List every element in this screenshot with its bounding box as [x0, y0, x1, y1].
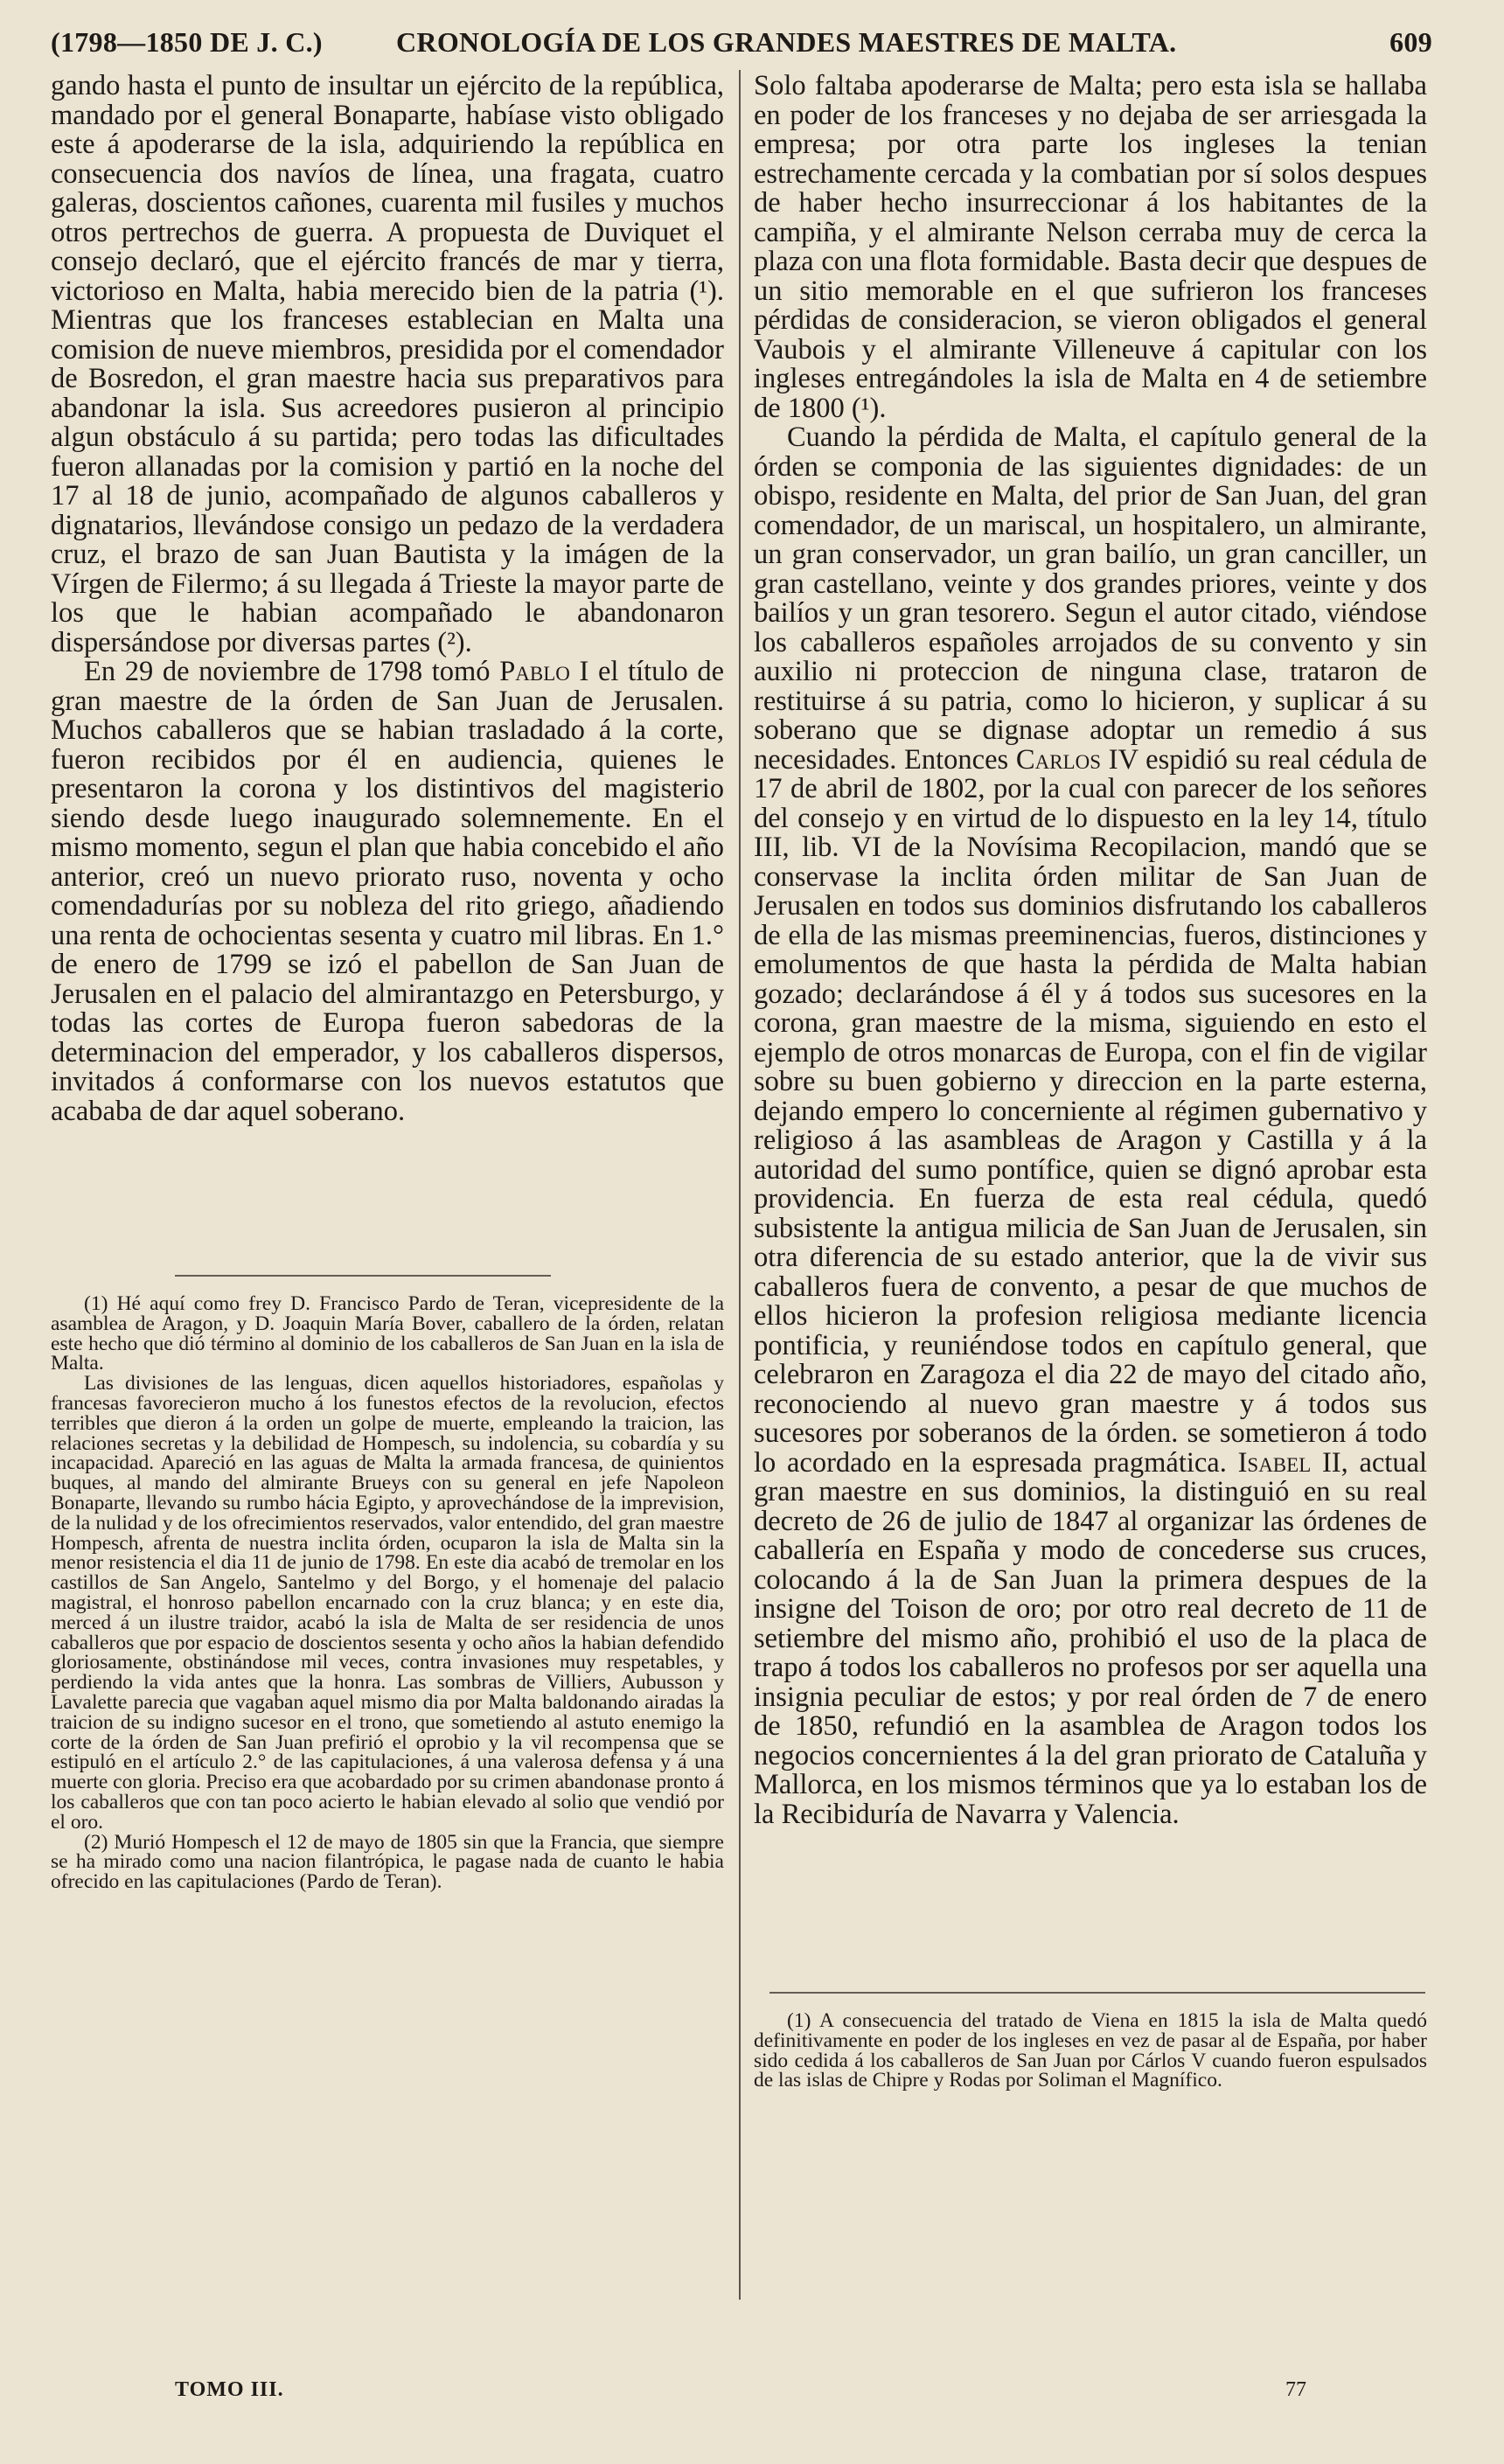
header-date-range: (1798—1850 DE J. C.) — [51, 26, 323, 58]
name-isabel: Isabel — [1237, 1446, 1312, 1479]
right-column — [754, 72, 1427, 1829]
footnote-1: (1) Hé aquí como frey D. Francisco Pardo de Teran, vicepresidente de la asamblea de Aragon, y D. Joaquin María Bover, caballero de la órden, relatan este hecho que dió término al dominio de los caballeros de San Juan en la isla de Malta. — [51, 1292, 724, 1375]
right-footnote-rule — [769, 1992, 1425, 1994]
footnote-1-continued: Las divisiones de las lenguas, dicen aquellos historiadores, españolas y francesas favorecieron mucho á los funestos efectos de la revolucion, efectos terribles que dieron á la orden un golpe de muerte, empleando la traicion, las relaciones secretas y la debilidad de Hompesch, su indolencia, su cobardía y su incapacidad. Apareció en las aguas de Malta la armada francesa, de quinientos buques, al mando del almirante Brueys con su general en jefe Napoleon Bonaparte, llevando su rumbo hácia Egipto, y aprovechándose de la imprevision, de la nulidad y de los ofrecimientos reservados, valor entendido, del gran maestre Hompesch, afrenta de nuestra inclita órden, ocuparon la isla de Malta sin la menor resistencia el dia 11 de junio de 1798. En este dia acabó de tremolar en los castillos de San Angelo, Santelmo y del Borgo, y el homenaje del palacio magistral, el honroso pabellon encarnado con la cruz blanca; y en este dia, merced á un ilustre traidor, acabó la isla de Malta de ser residencia de unos caballeros que por espacio de doscientos sesenta y ocho años la habian defendido gloriosamente, obstinándose mil veces, contra invasiones muy respetables, y perdiendo la vida antes que la honra. Las sombras de Villiers, Aubusson y Lavalette parecia que vagaban aquel mismo dia por Malta baldonando airadas la traicion de su indigno sucesor en el trono, que sometiendo al astuto enemigo la corte de la órden de San Juan prefirió el oprobio y la vil recompensa que se estipuló en el artículo 2.° de las capitulaciones, á una valerosa defensa y á una muerte con gloria. Preciso era que acobardado por su crimen abandonase pronto á los caballeros que con tan poco acierto le habian elevado al solio que vendió por el oro. — [51, 1372, 724, 1834]
running-header — [51, 19, 1432, 63]
volume-label: TOMO III. — [175, 2378, 284, 2401]
right-paragraph-1: Solo faltaba apoderarse de Malta; pero esta isla se hallaba en poder de los franceses y no dejaba de ser arriesgada la empresa; por otra parte los ingleses la tenian estrechamente cercada y la combatian por sí solos despues de haber hecho insurreccionar á los habitantes de la campiña, y el almirante Nelson cerraba muy de cerca la plaza con una flota formidable. Basta decir que despues de un sitio memorable en el que sufrieron los franceses pérdidas de consideracion, se vieron obligados el general Vaubois y el almirante Villeneuve á capitular con los ingleses entregándoles la isla de Malta en 4 de setiembre de 1800 (¹). — [754, 70, 1427, 424]
left-p2-rest: I el título de gran maestre de la órden de San Juan de Jerusalen. Muchos caballeros que se habian trasladado á la corte, fueron recibidos por él en audiencia, quienes le presentaron la corona y los distintivos del magisterio siendo desde luego inaugurado solemnemente. En el mismo momento, segun el plan que habia concebido el año anterior, creó un nuevo priorato ruso, noventa y ocho comendadurías por su nobleza del rito griego, añadiendo una renta de ochocientas sesenta y cuatro mil libras. En 1.° de enero de 1799 se izó el pabellon de San Juan de Jerusalen en el palacio del almirantazgo en Petersburgo, y todas las cortes de Europa fueron sabedoras de la determinacion del emperador, y los caballeros dispersos, invitados á conformarse con los nuevos estatutos que acababa de dar aquel soberano. — [51, 656, 725, 1127]
left-paragraph-2 — [51, 658, 724, 1126]
name-pablo: Pablo — [499, 656, 570, 687]
name-carlos: Carlos — [1015, 743, 1102, 776]
signature-mark: 77 — [1285, 2378, 1306, 2401]
footnote-2: (2) Murió Hompesch el 12 de mayo de 1805 sin que la Francia, que siempre se ha mirado como una nacion filantrópica, le pagase nada de cuanto le habia ofrecido en las capitulaciones (Pardo de Teran). — [51, 1830, 724, 1894]
right-p2-c: II, actual gran maestre en sus dominios, la distinguió en su real decreto de 26 de julio de 1847 al organizar las órdenes de caballería en España y modo de concederse sus cruces, colocando á la de San Juan la primera despues de la insigne del Toison de oro; por otro real decreto de 11 de setiembre del mismo año, prohibió el uso de la placa de trapo á todos los caballeros no profesos por ser aquella una insignia peculiar de estos; y por real órden de 7 de enero de 1850, refundió en la asamblea de Aragon todos los negocios concernientes á la del gran priorato de Cataluña y Mallorca, en los mismos términos que ya lo estaban los de la Recibiduría de Navarra y Valencia. — [754, 1446, 1428, 1830]
left-paragraph-1: gando hasta el punto de insultar un ejército de la república, mandado por el general Bonaparte, habíase visto obligado este á apoderarse de la isla, adquiriendo la república en consecuencia dos navíos de línea, una fragata, cuatro galeras, doscientos cañones, cuarenta mil fusiles y muchos otros pertrechos de guerra. A propuesta de Duviquet el consejo declaró, que el ejército francés de mar y tierra, victorioso en Malta, habia merecido bien de la patria (¹). Mientras que los franceses establecian en Malta una comision de nueve miembros, presidida por el comendador de Bosredon, el gran maestre hacia sus preparativos para abandonar la isla. Sus acreedores pusieron al principio algun obstáculo á su partida; pero todas las dificultades fueron allanadas por la comision y partió en la noche del 17 al 18 de junio, acompañado de algunos caballeros y dignatarios, llevándose consigo un pedazo de la verdadera cruz, el brazo de san Juan Bautista y la imágen de la Vírgen de Filermo; á su llegada á Trieste la mayor parte de los que le habian acompañado le abandonaron dispersándose por diversas partes (²). — [51, 70, 724, 658]
page-number: 609 — [1389, 26, 1432, 58]
left-footnote-rule — [175, 1275, 551, 1277]
right-footnote-1: (1) A consecuencia del tratado de Viena en 1815 la isla de Malta quedó definitivamente en poder de los ingleses en vez de pasar al de España, por haber sido cedida á los caballeros de San Juan por Cárlos V cuando fueron espulsados de las islas de Chipre y Rodas por Soliman el Magnífico. — [754, 2009, 1427, 2092]
left-column — [51, 72, 724, 1126]
right-footnotes — [754, 2011, 1427, 2091]
right-paragraph-2 — [754, 423, 1427, 1829]
left-footnotes — [51, 1294, 724, 1892]
header-title: CRONOLOGÍA DE LOS GRANDES MAESTRES DE MALTA. — [396, 26, 1177, 58]
column-divider — [739, 70, 741, 2300]
right-p2-b: IV espidió su real cédula de 17 de abril de 1802, por la cual con parecer de los señores del consejo y en virtud de lo dispuesto en la ley 14, título III, lib. VI de la Novísima Recopilacion, mandó que se conservase la inclita órden militar de San Juan de Jerusalen en todos sus dominios disfrutando los caballeros de ella de las mismas preeminencias, fueros, distinciones y emolumentos de que hasta la pérdida de Malta habian gozado; declarándose á él y á todos sus sucesores en la corona, gran maestre de la misma, siguiendo en esto el ejemplo de otros monarcas de Europa, con el fin de vigilar sobre su buen gobierno y direccion en la parte esterna, dejando empero lo concerniente al régimen gubernativo y religioso á las asambleas de Aragon y Castilla y á la autoridad del sumo pontífice, quien se dignó aprobar esta providencia. En fuerza de esta real cédula, quedó subsistente la antigua milicia de San Juan de Jerusalen, sin otra diferencia de su estado anterior, que la de vivir sus caballeros fuera de convento, a pesar de que muchos de ellos hicieron la profesion religiosa mediante licencia pontificia, y reuniéndose todos en capítulo general, que celebraron en Zaragoza el dia 22 de mayo del citado año, reconociendo al nuevo gran maestre y á todos sus sucesores por soberanos de la órden. se sometieron á todo lo acordado en la espresada pragmática. — [754, 743, 1428, 1479]
left-p2-start: En 29 de noviembre de 1798 tomó — [84, 656, 491, 687]
right-p2-a: Cuando la pérdida de Malta, el capítulo general de la órden se componia de las siguientes dignidades: de un obispo, residente en Malta, del prior de San Juan, del gran comendador, de un mariscal, un hospitalero, un almirante, un gran conservador, un gran bailío, un gran canciller, un gran castellano, veinte y dos grandes priores, veinte y dos bailíos y un gran tesorero. Segun el autor citado, viéndose los caballeros españoles arrojados de su convento y sin auxilio ni proteccion de ninguna clase, trataron de restituirse á su patria, como lo hicieron, y suplicar á su soberano que se dignase adoptar un remedio á sus necesidades. Entonces — [754, 421, 1427, 776]
